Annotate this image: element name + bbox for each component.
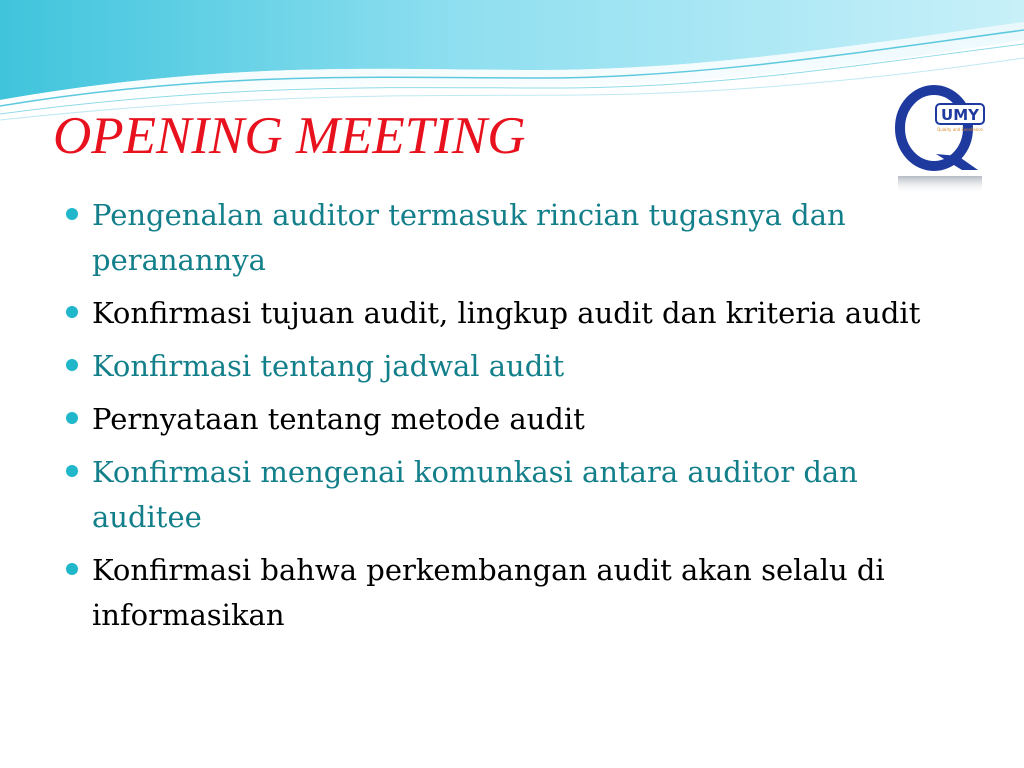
logo-text: UMY xyxy=(941,106,979,124)
bullet-text: Pernyataan tentang metode audit xyxy=(92,402,585,436)
bullet-item xyxy=(62,344,962,389)
slide-title: OPENING MEETING xyxy=(53,107,526,165)
bullet-dot-icon xyxy=(66,412,78,424)
bullet-text: Konfirmasi bahwa perkembangan audit akan selalu di informasikan xyxy=(92,553,885,632)
bullet-item xyxy=(62,193,962,283)
bullet-list xyxy=(62,193,962,646)
bullet-dot-icon xyxy=(66,563,78,575)
bullet-item xyxy=(62,450,962,540)
bullet-item xyxy=(62,397,962,442)
bullet-item xyxy=(62,291,962,336)
logo-tagline: Quality and Excellence xyxy=(937,127,983,132)
umy-quality-logo xyxy=(892,84,988,196)
bullet-item xyxy=(62,548,962,638)
bullet-text: Konfirmasi tujuan audit, lingkup audit dan kriteria audit xyxy=(92,296,921,330)
bullet-text: Pengenalan auditor termasuk rincian tugasnya dan peranannya xyxy=(92,198,846,277)
bullet-dot-icon xyxy=(66,208,78,220)
bullet-dot-icon xyxy=(66,359,78,371)
bullet-text: Konfirmasi tentang jadwal audit xyxy=(92,349,565,383)
bullet-text: Konfirmasi mengenai komunkasi antara auditor dan auditee xyxy=(92,455,858,534)
bullet-dot-icon xyxy=(66,306,78,318)
bullet-dot-icon xyxy=(66,465,78,477)
